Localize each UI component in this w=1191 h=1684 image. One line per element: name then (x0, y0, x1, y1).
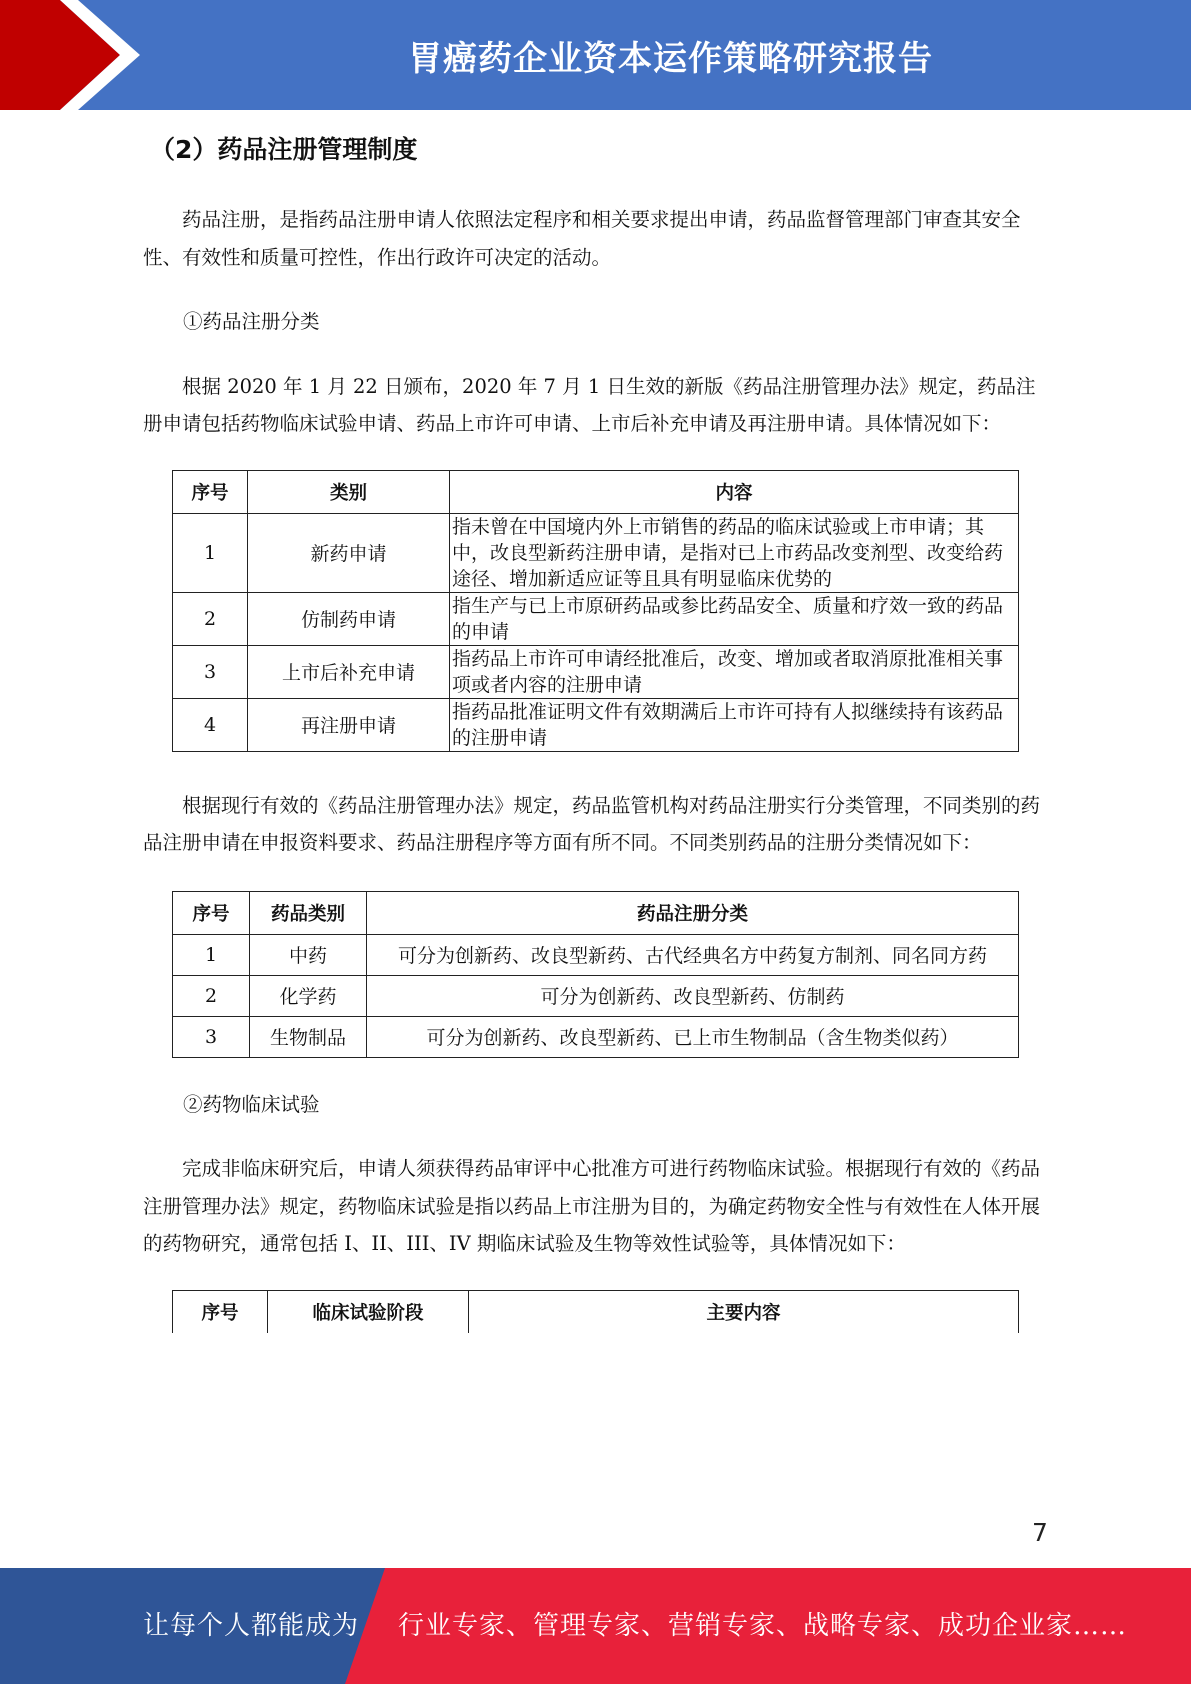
registration-type-table (172, 470, 1019, 752)
page-number: 7 (1032, 1518, 1048, 1547)
footer-slogan-right: 行业专家、管理专家、营销专家、战略专家、成功企业家…… (398, 1611, 1128, 1641)
table-cell: 新药申请 (248, 513, 450, 592)
table-cell: 可分为创新药、改良型新药、古代经典名方中药复方制剂、同名同方药 (367, 934, 1019, 975)
table-cell: 指未曾在中国境内外上市销售的药品的临床试验或上市申请；其中，改良型新药注册申请，是指对已上市药品改变剂型、改变给药途径、增加新适应证等且具有明显临床优势的 (450, 513, 1019, 592)
table-row (173, 645, 1019, 698)
table-row (173, 592, 1019, 645)
clinical-trial-table (172, 1290, 1019, 1333)
table-cell: 指生产与已上市原研药品或参比药品安全、质量和疗效一致的药品的申请 (450, 592, 1019, 645)
clinical-trial-paragraph: 完成非临床研究后，申请人须获得药品审评中心批准方可进行药物临床试验。根据现行有效的《药品注册管理办法》规定，药物临床试验是指以药品上市注册为目的，为确定药物安全性与有效性在人体开展的药物研究，通常包括 I、II、III、IV 期临床试验及生物等效性试验等，具体情况如下： (143, 1157, 1041, 1255)
table-cell: 指药品批准证明文件有效期满后上市许可持有人拟继续持有该药品的注册申请 (450, 698, 1019, 751)
table-cell: 3 (173, 1016, 250, 1057)
report-title: 胃癌药企业资本运作策略研究报告 (408, 38, 933, 79)
column-header: 药品注册分类 (367, 891, 1019, 934)
header-arrow-decoration (0, 0, 160, 110)
subheading-registration-classification: ①药品注册分类 (183, 310, 320, 333)
table-cell: 2 (173, 592, 248, 645)
table-header-row (173, 891, 1019, 934)
column-header: 序号 (173, 470, 248, 513)
column-header: 主要内容 (469, 1290, 1019, 1333)
classification-paragraph: 根据现行有效的《药品注册管理办法》规定，药品监管机构对药品注册实行分类管理，不同类别的药品注册申请在申报资料要求、药品注册程序等方面有所不同。不同类别药品的注册分类情况如下： (143, 793, 1041, 854)
table-cell: 中药 (250, 934, 367, 975)
table-cell: 指药品上市许可申请经批准后，改变、增加或者取消原批准相关事项或者内容的注册申请 (450, 645, 1019, 698)
table-cell: 可分为创新药、改良型新药、仿制药 (367, 975, 1019, 1016)
drug-category-table (172, 891, 1019, 1058)
column-header: 临床试验阶段 (268, 1290, 469, 1333)
table-cell: 仿制药申请 (248, 592, 450, 645)
table-cell: 3 (173, 645, 248, 698)
table-header-row (173, 1290, 1019, 1333)
column-header: 内容 (450, 470, 1019, 513)
column-header: 类别 (248, 470, 450, 513)
registration-paragraph: 根据 2020 年 1 月 22 日颁布，2020 年 7 月 1 日生效的新版《药品注册管理办法》规定，药品注册申请包括药物临床试验申请、药品上市许可申请、上市后补充申请及再注册申请。具体情况如下： (143, 374, 1036, 435)
table-cell: 再注册申请 (248, 698, 450, 751)
table-header-row (173, 470, 1019, 513)
table-row (173, 975, 1019, 1016)
column-header: 药品类别 (250, 891, 367, 934)
table-cell: 1 (173, 934, 250, 975)
table-cell: 化学药 (250, 975, 367, 1016)
table-row (173, 513, 1019, 592)
table-row (173, 1016, 1019, 1057)
table-cell: 上市后补充申请 (248, 645, 450, 698)
table-cell: 4 (173, 698, 248, 751)
subheading-clinical-trials: ②药物临床试验 (183, 1092, 320, 1116)
column-header: 序号 (173, 891, 250, 934)
footer-slogan-left: 让每个人都能成为 (143, 1611, 360, 1641)
main-content (143, 130, 1045, 1333)
table-cell: 2 (173, 975, 250, 1016)
intro-paragraph: 药品注册，是指药品注册申请人依照法定程序和相关要求提出申请，药品监督管理部门审查其安全性、有效性和质量可控性，作出行政许可决定的活动。 (143, 208, 1021, 269)
table-row (173, 698, 1019, 751)
table-row (173, 934, 1019, 975)
table-cell: 生物制品 (250, 1016, 367, 1057)
column-header: 序号 (173, 1290, 268, 1333)
report-header (0, 0, 1191, 110)
clinical-table-clip (143, 1290, 1045, 1333)
table-cell: 可分为创新药、改良型新药、已上市生物制品（含生物类似药） (367, 1016, 1019, 1057)
table-cell: 1 (173, 513, 248, 592)
footer-banner (0, 1568, 1191, 1684)
section-heading: （2）药品注册管理制度 (150, 135, 418, 164)
